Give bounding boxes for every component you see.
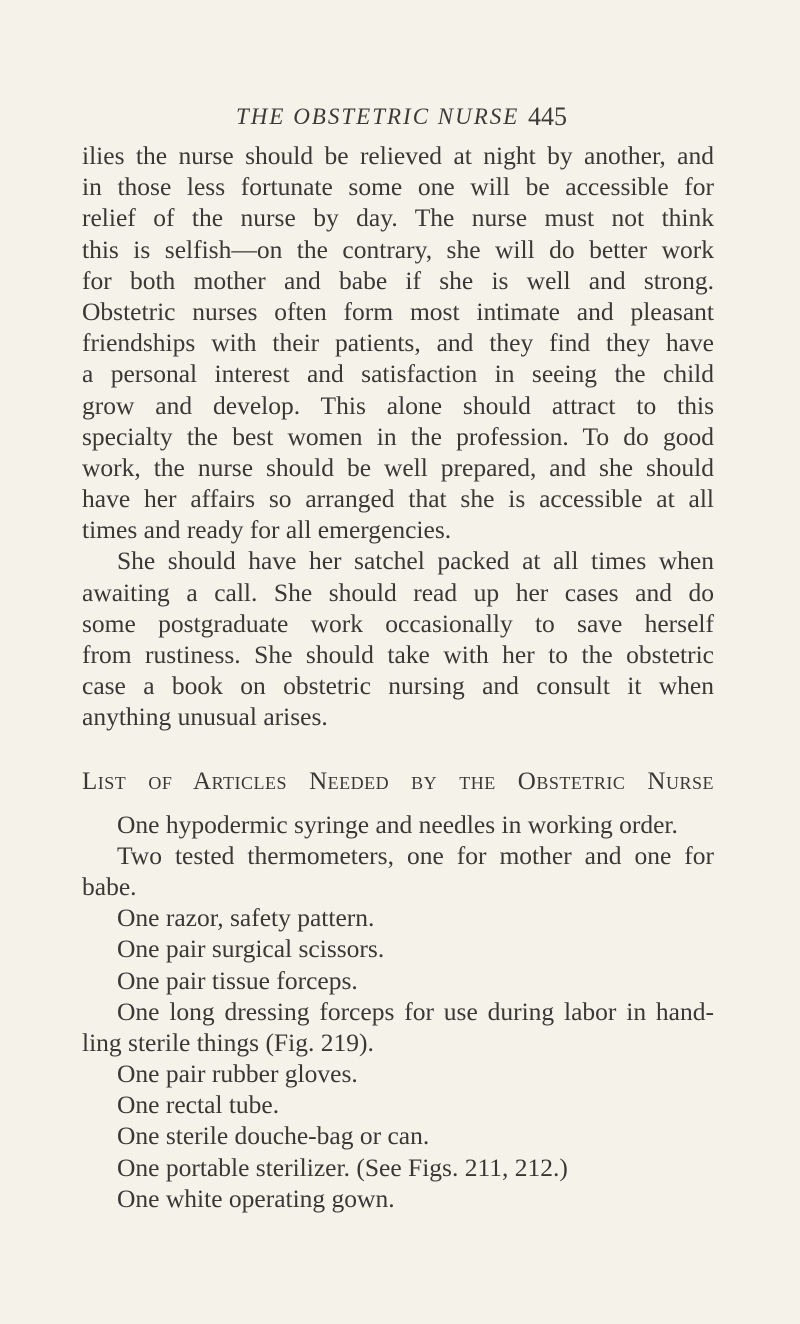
text-block [82, 140, 714, 1214]
text-line: friendships with their patients, and they find they have [82, 328, 714, 358]
list-item: One pair rubber gloves. [117, 1059, 358, 1089]
page-number: 445 [528, 102, 567, 131]
section-heading: List of Articles Needed by the Obstetric Nurse [82, 767, 714, 795]
list-item: One razor, safety pattern. [117, 903, 375, 933]
text-line: this is selfish—on the contrary, she will do better work [82, 234, 714, 264]
text-line: ilies the nurse should be relieved at night by another, and [82, 141, 714, 170]
text-line: awaiting a call. She should read up her cases and do [82, 577, 714, 607]
text-line: relief of the nurse by day. The nurse must not think [82, 203, 714, 233]
text-line: She should have her satchel packed at all times when [117, 546, 714, 576]
text-line: in those less fortunate some one will be accessible for [82, 172, 714, 202]
text-line: a personal interest and satisfaction in seeing the child [82, 359, 714, 389]
text-line: grow and develop. This alone should attract to this [82, 390, 714, 420]
text-line: for both mother and babe if she is well and strong. [82, 265, 714, 295]
list-item: Two tested thermometers, one for mother and one for [117, 840, 714, 870]
text-line: have her affairs so arranged that she is accessible at all [82, 484, 714, 514]
text-line: case a book on obstetric nursing and consult it when [82, 671, 714, 701]
list-item-continuation: ling sterile things (Fig. 219). [82, 1027, 374, 1057]
list-item: One white operating gown. [117, 1183, 395, 1213]
list-item: One sterile douche-bag or can. [117, 1121, 430, 1151]
articles-list [82, 809, 714, 1214]
list-item: One portable sterilizer. (See Figs. 211, 212.) [117, 1152, 568, 1182]
running-head [0, 98, 800, 138]
list-item-continuation: babe. [82, 871, 137, 901]
running-title: THE OBSTETRIC NURSE [236, 104, 520, 129]
text-line: some postgraduate work occasionally to save herself [82, 608, 714, 638]
list-item: One pair tissue forceps. [117, 965, 358, 995]
list-item: One pair surgical scissors. [117, 934, 385, 964]
list-item: One long dressing forceps for use during labor in hand- [117, 996, 714, 1026]
paragraph [82, 140, 714, 545]
text-line: work, the nurse should be well prepared, and she should [82, 452, 714, 482]
text-line: from rustiness. She should take with her to the obstetric [82, 640, 714, 669]
list-item: One rectal tube. [117, 1090, 280, 1120]
text-line: times and ready for all emergencies. [82, 515, 452, 545]
text-line: anything unusual arises. [82, 702, 328, 732]
list-item: One hypodermic syringe and needles in working order. [117, 809, 678, 839]
text-line: Obstetric nurses often form most intimate and pleasant [82, 296, 714, 326]
text-line: specialty the best women in the profession. To do good [82, 421, 714, 451]
paragraph [82, 545, 714, 732]
